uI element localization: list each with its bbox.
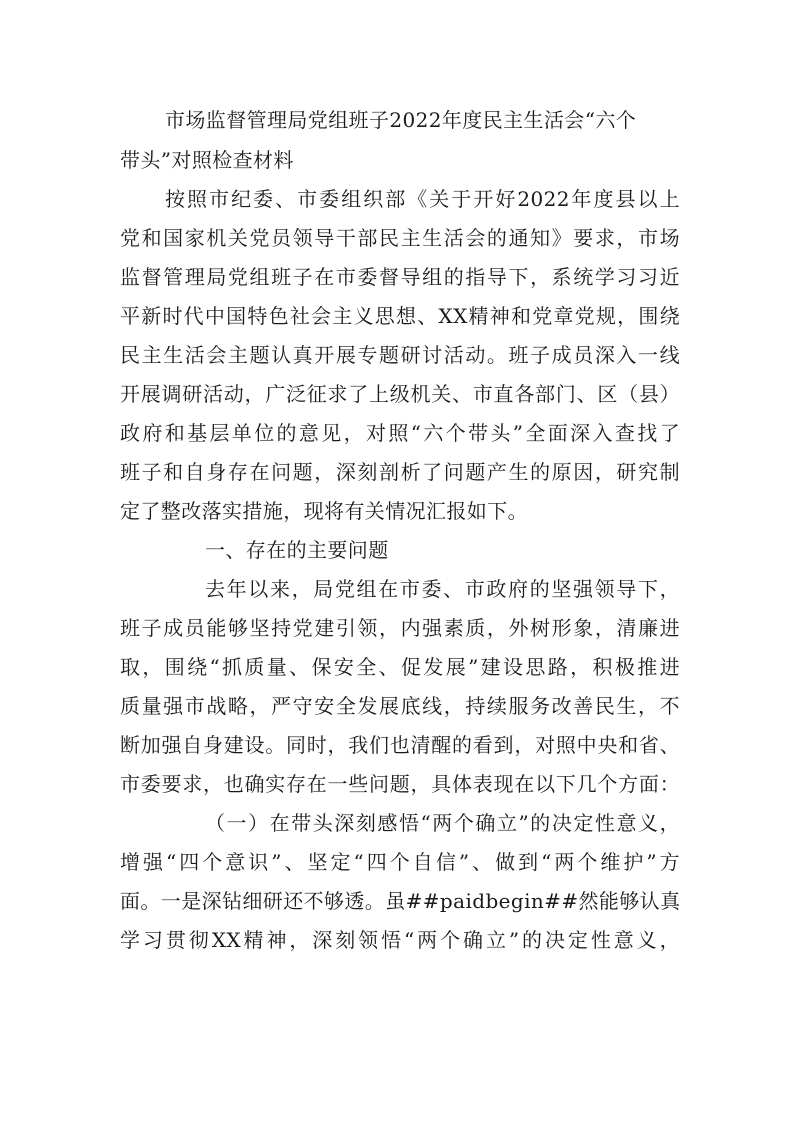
intro-paragraph-line-4: 平新时代中国特色社会主义思想、XX精神和党章党规，围绕 [120, 304, 680, 328]
subsection-line-1: （一）在带头深刻感悟“两个确立”的决定性意义， [205, 811, 680, 835]
intro-paragraph-line-6: 开展调研活动，广泛征求了上级机关、市直各部门、区（县） [120, 382, 680, 406]
section-heading: 一、存在的主要问题 [205, 538, 389, 562]
subsection-line-2: 增强“四个意识”、坚定“四个自信”、做到“两个维护”方 [120, 850, 680, 874]
intro-paragraph-line-1: 按照市纪委、市委组织部《关于开好2022年度县以上 [165, 187, 680, 211]
intro-paragraph-line-9: 定了整改落实措施，现将有关情况汇报如下。 [120, 499, 528, 523]
body-paragraph-line-3: 取，围绕“抓质量、保安全、促发展”建设思路，积极推进 [120, 655, 680, 679]
intro-paragraph-line-8: 班子和自身存在问题，深刻剖析了问题产生的原因，研究制 [120, 460, 680, 484]
intro-paragraph-line-7: 政府和基层单位的意见，对照“六个带头”全面深入查找了 [120, 421, 680, 445]
intro-paragraph-line-3: 监督管理局党组班子在市委督导组的指导下，系统学习习近 [120, 265, 680, 289]
body-paragraph-line-4: 质量强市战略，严守安全发展底线，持续服务改善民生，不 [120, 694, 680, 718]
body-paragraph-line-1: 去年以来，局党组在市委、市政府的坚强领导下， [205, 577, 680, 601]
subsection-line-3: 面。一是深钻细研还不够透。虽##paidbegin##然能够认真 [120, 889, 680, 913]
body-paragraph-line-5: 断加强自身建设。同时，我们也清醒的看到，对照中央和省、 [120, 733, 680, 757]
document-title-line-1: 市场监督管理局党组班子2022年度民主生活会“六个 [165, 108, 637, 132]
intro-paragraph-line-2: 党和国家机关党员领导干部民主生活会的通知》要求，市场 [120, 226, 680, 250]
subsection-line-4: 学习贯彻XX精神，深刻领悟“两个确立”的决定性意义， [120, 928, 680, 952]
body-paragraph-line-6: 市委要求，也确实存在一些问题，具体表现在以下几个方面： [120, 772, 680, 796]
body-paragraph-line-2: 班子成员能够坚持党建引领，内强素质，外树形象，清廉进 [120, 616, 680, 640]
intro-paragraph-line-5: 民主生活会主题认真开展专题研讨活动。班子成员深入一线 [120, 343, 680, 367]
document-title-line-2: 带头”对照检查材料 [120, 148, 294, 172]
